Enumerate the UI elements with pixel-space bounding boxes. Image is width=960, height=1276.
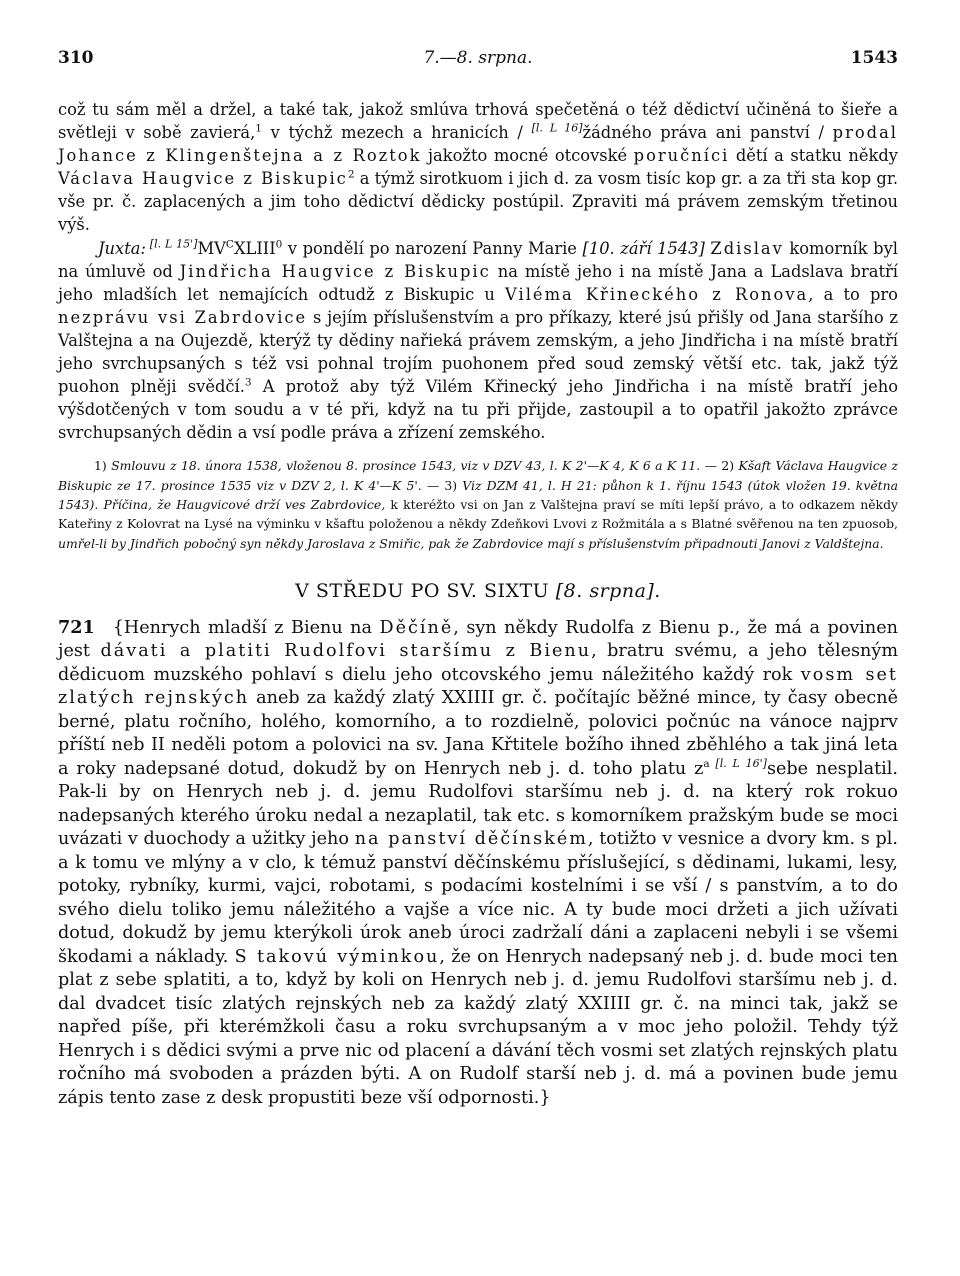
- text-run: aneb za každý zlatý XXIIII gr. č. počítajíc běžné mince, ty časy obecně berné, platu ročního, holého, komorního, a to rozdielně, polovici počnúc na vánoce najprv příští neb II neděli potom a polovici na sv. Jana Křtitele božího ihned zběhlého a tak jiná leta a roky nadepsané dotud, dokudž by on Henrych neb j. d. toho platu z: [58, 688, 898, 779]
- footnote-block: [58, 456, 898, 552]
- running-title: 7.—8. srpna.: [423, 48, 533, 68]
- page-year: 1543: [850, 48, 898, 68]
- spaced-text: S takovú výminkou: [234, 946, 440, 967]
- footnote-ref-1: 1: [255, 122, 262, 135]
- footnote-text: umřel-li by Jindřich pobočný syn někdy Jaroslava z Smiřic, pak že Zabrdovice mají s příslušenstvím připadnouti Janovi z Valdštejna.: [58, 535, 884, 551]
- section-heading-text: V STŘEDU PO SV. SIXTU: [295, 579, 556, 602]
- page-header: [58, 48, 898, 74]
- paragraph-2: [58, 237, 898, 445]
- text-run: , že on Henrych nadepsaný neb j. d. bude moci ten plat z sebe splatiti, a to, když by koli on Henrych neb j. d. jemu Rudolfovi staršímu neb j. d. dal dvadcet tisíc zlatých rejnských neb za každý zlatý XXIIII gr. č. na minci tak, jakž se napřed píše, při kterémžkoli času a roku svrchupsaným a v moc jeho položil. Tehdy týž Henrych i s dědici svými a prve nic od placení a dávání těch vosmi set zlatých rejnských platu ročního má svoboden a prázden býti. A on Rudolf starší neb j. d. má a povinen bude jemu zápis tento zase z desk propustiti beze vší odpornosti.}: [58, 946, 898, 1108]
- text-run: komorník byl na úmluvě od: [58, 238, 898, 281]
- text-run: a týmž sirotkuom i jich d. za vosm tisíc kop gr. a za tři sta kop gr. vše pr. č. zaplacených a jim toho dědictví dědicky postúpil. Zpraviti má právem zemským třetinou výš.: [58, 169, 898, 235]
- record-text: [58, 616, 898, 1111]
- page-number: 310: [58, 48, 94, 68]
- spaced-text: dávati a platiti Rudolfovi staršímu z Bienu: [100, 641, 592, 662]
- footnote-text: Kšaft Václava Haugvice z Biskupic ze 17. prosince 1535 viz v DZV 2, l. K 4'—K 5'. —: [58, 458, 898, 493]
- text-run: , totižto v vesnice a dvory km. s pl. a k tomu ve mlýny a v clo, k témuž panství děčínskému příslušející, s dědinami, lukami, lesy, potoky, rybníky, kurmi, vajci, robotami, s podacími kostelními i se vší / s panstvím, a to do svého dielu toliko jemu náležitého a vajše a více nic. A ty bude moci držeti a jich užívati dotud, dokudž by jemu kterýkoli úrok aneb úroci zadržalí dáni a zaplaceni nebyli i se všemi škodami a náklady.: [58, 829, 898, 967]
- text-run: jakožto mocné otcovské: [421, 146, 634, 166]
- text-run: , syn někdy Rudolfa z Bienu p., že má a povinen jest: [58, 617, 899, 662]
- spaced-text: Zdislav: [710, 238, 784, 258]
- spaced-text: Václava Haugvice z Biskupic: [58, 169, 348, 189]
- footnote-ref-3: 3: [244, 376, 252, 389]
- footnote-text: Viz DZM 41, l. H 21: půhon k 1. říjnu 1543 (útok vložen 19. května 1543). Příčina, že Haugvicové drží ves Zabrdovice,: [58, 477, 898, 512]
- footnote-text: Smlouvu z 18. února 1538, vloženou 8. prosince 1543, viz v DZV 43, l. K 2'—K 4, K 6 a K 11. —: [106, 458, 722, 474]
- text-run: {Henrych mladší z Bienu na: [112, 617, 380, 638]
- text-run: Jana a Ladslava bratří jeho mladších let nemajících odtudž z Biskupic u: [58, 261, 898, 304]
- section-heading-date: [8. srpna].: [555, 579, 661, 602]
- text-run: žádného práva ani panství /: [582, 123, 833, 143]
- text-run: což tu sám měl a držel, a také tak, jakož smlúva trhová spečetěná o též dědictví učiněná to šieře a světleji v sobě zavierá,: [58, 100, 898, 143]
- spaced-text: na panství děčínském: [354, 829, 588, 850]
- footnote-mark: 3): [444, 477, 458, 493]
- folio-note: [l. L 16']: [709, 757, 767, 771]
- text-run: XLIII: [233, 238, 276, 258]
- date-note: [10. září 1543]: [582, 238, 705, 258]
- document-page: [58, 48, 898, 1110]
- spaced-text: Jindřicha Haugvice z Biskupic: [179, 261, 491, 281]
- superscript: a: [703, 758, 710, 771]
- footnote-text: k kteréžto vsi on Jan z Valštejna praví se míti lepší právo, a to odkazem někdy Kateřiny z Kolovrat na Lysé na výminku v kšaftu položenou a někdy Zdeňkovi Lvovi z Rožmitála a s Blatné svěřenou na ten zpuosob,: [58, 497, 898, 532]
- text-run: sebe nesplatil. Pak-li by on Henrych neb j. d. jemu Rudolfovi staršímu neb j. d. na který rok rokuo nadepsaných kterého úroku nedal a nezaplatil, tak etc. s komorníkem pražským bude se moci uvázati v duochody a užitky jeho: [58, 758, 899, 850]
- spaced-text: prodal Johance z Klingenštejna a z Roztok: [58, 123, 898, 166]
- record-continuation: [58, 98, 898, 444]
- spaced-text: nezprávu vsi Zabrdovice: [58, 307, 308, 327]
- superscript: C: [225, 238, 234, 251]
- paragraph-1: [58, 98, 898, 237]
- juxta-label: Juxta:: [98, 238, 146, 258]
- text-run: , a to pro: [808, 284, 898, 304]
- text-run: v pondělí po narození Panny Marie: [282, 238, 583, 258]
- folio-note: [l. L 16]: [531, 121, 583, 135]
- footnotes: [58, 456, 898, 552]
- spaced-text: vosm set zlatých rejnských: [58, 664, 898, 709]
- text-run: A protož aby týž Vilém Křinecký jeho Jindřicha i na místě bratří jeho výšdotčených v tom soudu a v té při, když na tu při přijde, zastoupil a to opatřil jakožto zprávce svrchupsaných dědin a vsí podle práva a zřízení zemského.: [58, 377, 898, 443]
- footnote-mark: 2): [721, 458, 735, 474]
- spaced-text: Viléma Křineckého z Ronova: [505, 284, 809, 304]
- text-run: na místě jeho i na místě: [490, 261, 711, 281]
- text-run: MV: [197, 238, 226, 258]
- entry-number: 721: [58, 616, 95, 638]
- text-run: s jejím příslušenstvím a pro příkazy, které jsú přišly od Jana staršího z Valštejna a na Oujezdě, kterýž ty dědiny nařieká právem zemským, a jeho Jindřicha i na místě bratří jeho svrchupsaných s též vsi pohnal trojím puohonem před soud zemský větší etc. tak, jakž týž puohon plněji svědčí.: [58, 307, 899, 397]
- footnote-mark: 1): [94, 458, 107, 474]
- record-721: [58, 616, 898, 1111]
- spaced-text: Děčíně: [379, 617, 454, 638]
- text-run: , bratru svému, a jeho tělesným dědicuom muzského pohlaví s dielu jeho otcovského jemu náležitého každý rok: [58, 641, 898, 685]
- text-run: dětí a statku někdy: [729, 146, 898, 166]
- footnote-ref-2: 2: [347, 168, 355, 181]
- superscript: 0: [275, 238, 283, 251]
- text-run: v týchž mezech a hranicích /: [261, 123, 532, 143]
- spaced-text: poručníci: [633, 146, 730, 166]
- folio-note: [l. L 15']: [145, 237, 198, 251]
- section-heading: [58, 580, 898, 602]
